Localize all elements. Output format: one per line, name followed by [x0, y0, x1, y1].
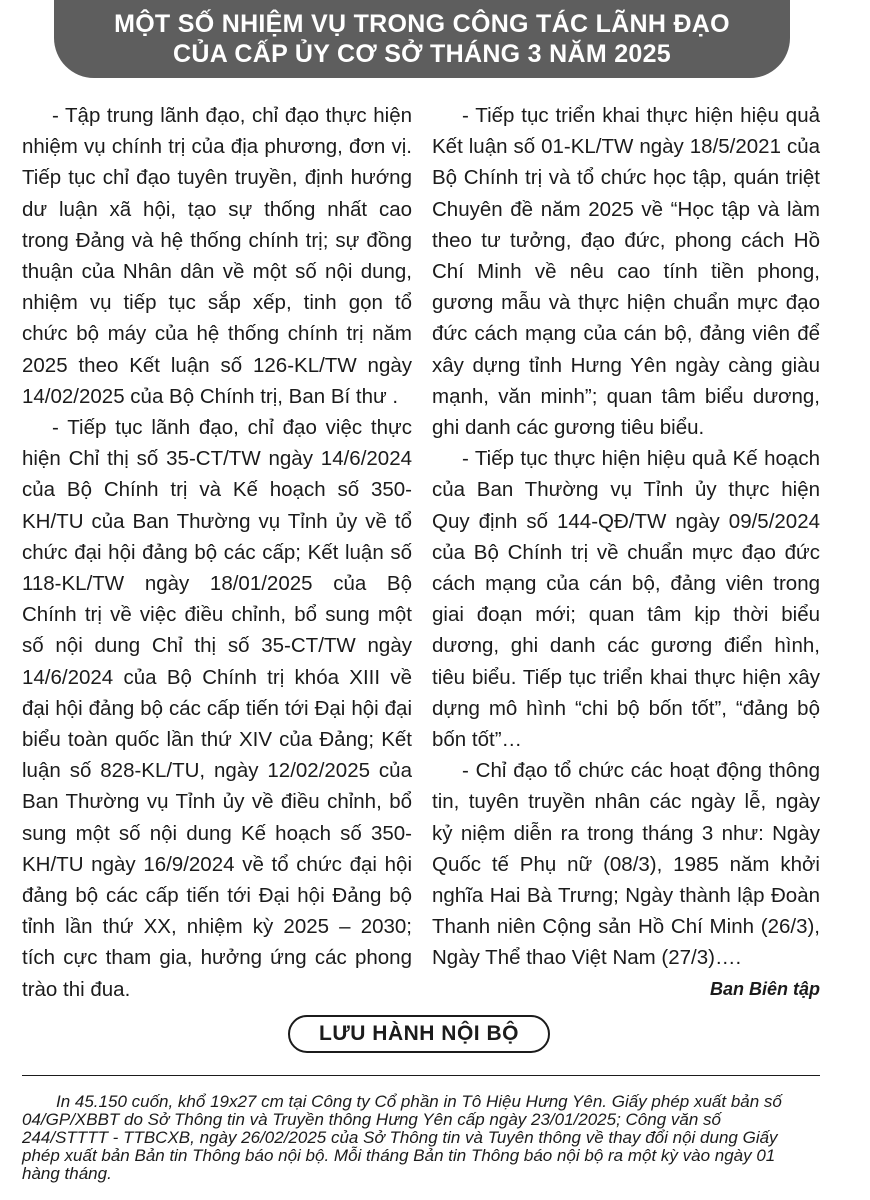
title-banner [54, 0, 790, 78]
internal-circulation-stamp [288, 1015, 550, 1053]
divider-line [22, 1075, 820, 1076]
stamp-label: LƯU HÀNH NỘI BỘ [319, 1022, 519, 1045]
left-column [22, 100, 412, 1005]
publication-imprint: In 45.150 cuốn, khổ 19x27 cm tại Công ty Cổ phần in Tô Hiệu Hưng Yên. Giấy phép xuất bản số 04/GP/XBBT do Sở Thông tin và Truyền thông Hưng Yên cấp ngày 23/01/2025; Công văn số 244/STTTT - TTBCXB, ngày 26/02/2025 của Sở Thông tin và Tuyên thông về thay đổi nội dung Giấy phép xuất bản Bản tin Thông báo nội bộ. Mỗi tháng Bản tin Thông báo nội bộ ra một kỳ vào ngày 01 hàng tháng. [22, 1092, 782, 1183]
right-paragraph-2: - Tiếp tục thực hiện hiệu quả Kế hoạch của Ban Thường vụ Tỉnh ủy thực hiện Quy định số 144-QĐ/TW ngày 09/5/2024 của Bộ Chính trị về chuẩn mực đạo đức cách mạng của cán bộ, đảng viên trong giai đoạn mới; quan tâm kịp thời biểu dương, ghi danh các gương điển hình, tiêu biểu. Tiếp tục triển khai thực hiện xây dựng mô hình “chi bộ bốn tốt”, “đảng bộ bốn tốt”… [432, 447, 820, 752]
right-column [432, 100, 820, 1004]
right-paragraph-1: - Tiếp tục triển khai thực hiện hiệu quả Kết luận số 01-KL/TW ngày 18/5/2021 của Bộ Chính trị và tổ chức học tập, quán triệt Chuyên đề năm 2025 về “Học tập và làm theo tư tưởng, đạo đức, phong cách Hồ Chí Minh về nêu cao tính tiền phong, gương mẫu và thực hiện chuẩn mực đạo đức cách mạng của cán bộ, đảng viên để xây dựng tỉnh Hưng Yên ngày càng giàu mạnh, văn minh”; quan tâm biểu dương, ghi danh các gương tiêu biểu. [432, 104, 820, 440]
left-paragraph-1: - Tập trung lãnh đạo, chỉ đạo thực hiện nhiệm vụ chính trị của địa phương, đơn vị. Tiếp tục chỉ đạo tuyên truyền, định hướng dư luận xã hội, tạo sự thống nhất cao trong Đảng và hệ thống chính trị; sự đồng thuận của Nhân dân về một số nội dung, nhiệm vụ tiếp tục sắp xếp, tinh gọn tổ chức bộ máy của hệ thống chính trị năm 2025 theo Kết luận số 126-KL/TW ngày 14/02/2025 của Bộ Chính trị, Ban Bí thư . [22, 104, 412, 408]
left-paragraph-2: - Tiếp tục lãnh đạo, chỉ đạo việc thực hiện Chỉ thị số 35-CT/TW ngày 14/6/2024 của Bộ Chính trị và Kế hoạch số 350-KH/TU của Ban Thường vụ Tỉnh ủy về tổ chức đại hội đảng bộ các cấp; Kết luận số 118-KL/TW ngày 18/01/2025 của Bộ Chính trị về việc điều chỉnh, bổ sung một số nội dung Chỉ thị số 35-CT/TW ngày 14/6/2024 của Bộ Chính trị khóa XIII về đại hội đảng bộ các cấp tiến tới Đại hội đại biểu toàn quốc lần thứ XIV của Đảng; Kết luận số 828-KL/TU, ngày 12/02/2025 của Ban Thường vụ Tỉnh ủy về điều chỉnh, bổ sung một số nội dung Kế hoạch số 350-KH/TU ngày 16/9/2024 về tổ chức đại hội đảng bộ các cấp tiến tới Đại hội Đảng bộ tỉnh lần thứ XX, nhiệm kỳ 2025 – 2030; tích cực tham gia, hưởng ứng các phong trào thi đua. [22, 416, 412, 1001]
right-paragraph-3: - Chỉ đạo tổ chức các hoạt động thông tin, tuyên truyền nhân các ngày lễ, ngày kỷ niệm diễn ra trong tháng 3 như: Ngày Quốc tế Phụ nữ (08/3), 1985 năm khởi nghĩa Hai Bà Trưng; Ngày thành lập Đoàn Thanh niên Cộng sản Hồ Chí Minh (26/3), Ngày Thể thao Việt Nam (27/3)…. [432, 759, 820, 970]
page-title-line-1: MỘT SỐ NHIỆM VỤ TRONG CÔNG TÁC LÃNH ĐẠO [114, 10, 730, 38]
editorial-signature: Ban Biên tập [709, 978, 820, 999]
page-title-line-2: CỦA CẤP ỦY CƠ SỞ THÁNG 3 NĂM 2025 [172, 40, 672, 68]
